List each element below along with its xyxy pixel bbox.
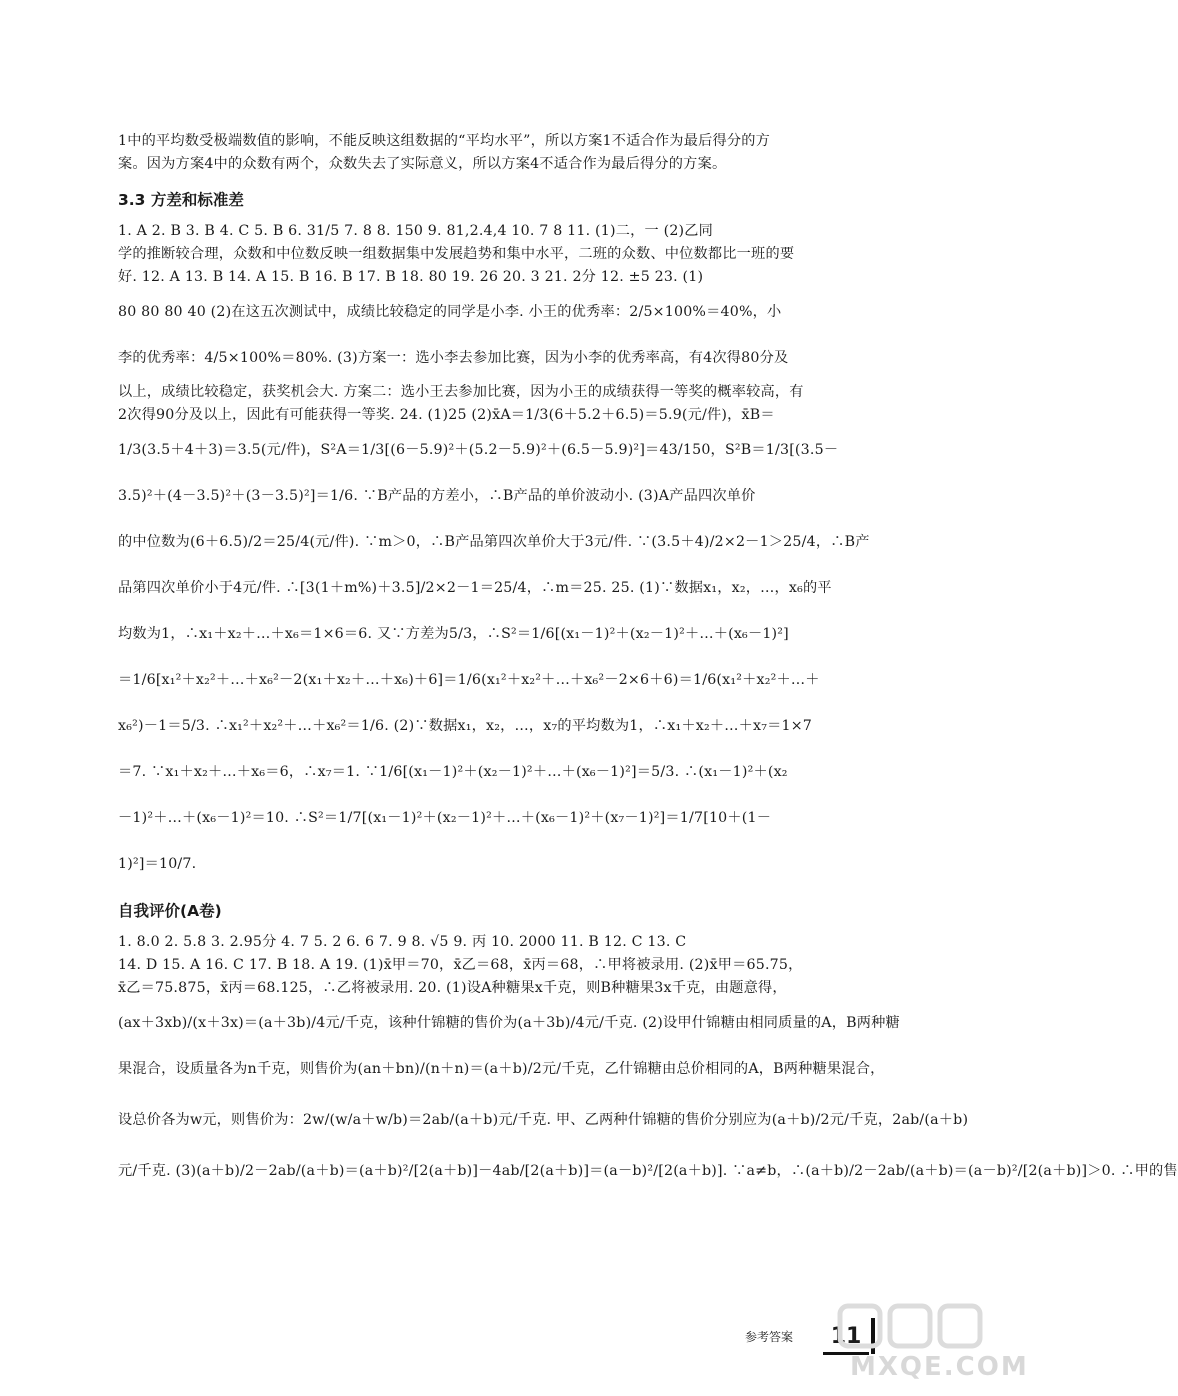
answer-line: 设总价各为w元，则售价为：2w/(w/a＋w/b)＝2ab/(a＋b)元/千克. 甲、乙两种什锦糖的售价分别应为(a＋b)/2元/千克，2ab/(a＋b) [118,1112,969,1128]
answer-line: 1. 8.0 2. 5.8 3. 2.95分 4. 7 5. 2 6. 6 7. 9 8. √5 9. 丙 10. 2000 11. B 12. C 13. C [118,934,687,950]
page-content [118,130,1178,1194]
answer-line: 1/3(3.5＋4＋3)＝3.5(元/件)，S²A＝1/3[(6－5.9)²＋(5.2－5.9)²＋(6.5－5.9)²]＝43/150，S²B＝1/3[(3.5－ [118,442,839,458]
section-heading-self-evaluation-a: 自我评价(A卷) [118,902,222,920]
answer-line: －1)²＋…＋(x₆－1)²＝10. ∴S²＝1/7[(x₁－1)²＋(x₂－1)²＋…＋(x₆－1)²＋(x₇－1)²]＝1/7[10＋(1－ [118,810,772,826]
watermark [830,1300,1029,1392]
intro-line: 案。因为方案4中的众数有两个，众数失去了实际意义，所以方案4不适合作为最后得分的方案。 [118,156,727,172]
watermark-text: MXQE.COM [850,1352,1029,1382]
answer-line: 以上，成绩比较稳定，获奖机会大. 方案二：选小王去参加比赛，因为小王的成绩获得一等奖的概率较高，有 [118,384,804,400]
answer-line: 学的推断较合理，众数和中位数反映一组数据集中发展趋势和集中水平，二班的众数、中位数都比一班的要 [118,246,795,262]
footer-label: 参考答案 [745,1330,794,1344]
answer-line: 元/千克. (3)(a＋b)/2－2ab/(a＋b)＝(a＋b)²/[2(a＋b)]－4ab/[2(a＋b)]＝(a－b)²/[2(a＋b)]. ∵a≠b，∴(a＋b)/2－2ab/(a＋b)＝(a－b)²/[2(a＋b)]＞0. ∴甲的售 [118,1163,1178,1179]
answer-line: 李的优秀率：4/5×100%＝80%. (3)方案一：选小李去参加比赛，因为小李的优秀率高，有4次得80分及 [118,350,789,366]
answer-line: 1)²]＝10/7. [118,856,197,872]
answer-line: 品第四次单价小于4元/件. ∴[3(1＋m%)＋3.5]/2×2－1＝25/4，∴m＝25. 25. (1)∵数据x₁，x₂，…，x₆的平 [118,580,832,596]
answer-line: ＝1/6[x₁²＋x₂²＋…＋x₆²－2(x₁＋x₂＋…＋x₆)＋6]＝1/6(x₁²＋x₂²＋…＋x₆²－2×6＋6)＝1/6(x₁²＋x₂²＋…＋ [118,672,820,688]
answer-line: 1. A 2. B 3. B 4. C 5. B 6. 31/5 7. 8 8. 150 9. 81,2.4,4 10. 7 8 11. (1)二，一 (2)乙同 [118,223,714,239]
page-number: 11 [823,1322,869,1355]
answer-line: ＝7. ∵x₁＋x₂＋…＋x₆＝6，∴x₇＝1. ∵1/6[(x₁－1)²＋(x₂－1)²＋…＋(x₆－1)²]＝5/3. ∴(x₁－1)²＋(x₂ [118,764,788,780]
answer-line: 14. D 15. A 16. C 17. B 18. A 19. (1)x̄甲＝70，x̄乙＝68，x̄丙＝68，∴甲将被录用. (2)x̄甲＝65.75， [118,957,803,973]
answer-line: 3.5)²＋(4－3.5)²＋(3－3.5)²]＝1/6. ∵B产品的方差小，∴B产品的单价波动小. (3)A产品四次单价 [118,488,756,504]
answer-line: 果混合，设质量各为n千克，则售价为(an＋bn)/(n＋n)＝(a＋b)/2元/千克，乙什锦糖由总价相同的A，B两种糖果混合， [118,1061,885,1077]
intro-line: 1中的平均数受极端数值的影响，不能反映这组数据的“平均水平”，所以方案1不适合作为最后得分的方 [118,133,771,149]
answer-line: x₆²)－1＝5/3. ∴x₁²＋x₂²＋…＋x₆²＝1/6. (2)∵数据x₁，x₂，…，x₇的平均数为1，∴x₁＋x₂＋…＋x₇＝1×7 [118,718,813,734]
answer-line: 好. 12. A 13. B 14. A 15. B 16. B 17. B 18. 80 19. 26 20. 3 21. 2分 12. ±5 23. (1) [118,269,704,285]
answer-line: 80 80 80 40 (2)在这五次测试中，成绩比较稳定的同学是小李. 小王的优秀率：2/5×100%＝40%，小 [118,304,782,320]
answer-line: 均数为1，∴x₁＋x₂＋…＋x₆＝1×6＝6. 又∵方差为5/3，∴S²＝1/6[(x₁－1)²＋(x₂－1)²＋…＋(x₆－1)²] [118,626,789,642]
answer-line: 的中位数为(6＋6.5)/2＝25/4(元/件). ∵m＞0，∴B产品第四次单价大于3元/件. ∵(3.5＋4)/2×2－1＞25/4，∴B产 [118,534,870,550]
section-heading-3-3: 3.3 方差和标准差 [118,191,244,209]
answer-line: 2次得90分及以上，因此有可能获得一等奖. 24. (1)25 (2)x̄A＝1/3(6＋5.2＋6.5)＝5.9(元/件)，x̄B＝ [118,407,775,423]
answer-line: (ax＋3xb)/(x＋3x)＝(a＋3b)/4元/千克，该种什锦糖的售价为(a＋3b)/4元/千克. (2)设甲什锦糖由相同质量的A，B两种糖 [118,1015,900,1031]
answer-line: x̄乙＝75.875，x̄丙＝68.125，∴乙将被录用. 20. (1)设A种糖果x千克，则B种糖果3x千克，由题意得， [118,980,787,996]
